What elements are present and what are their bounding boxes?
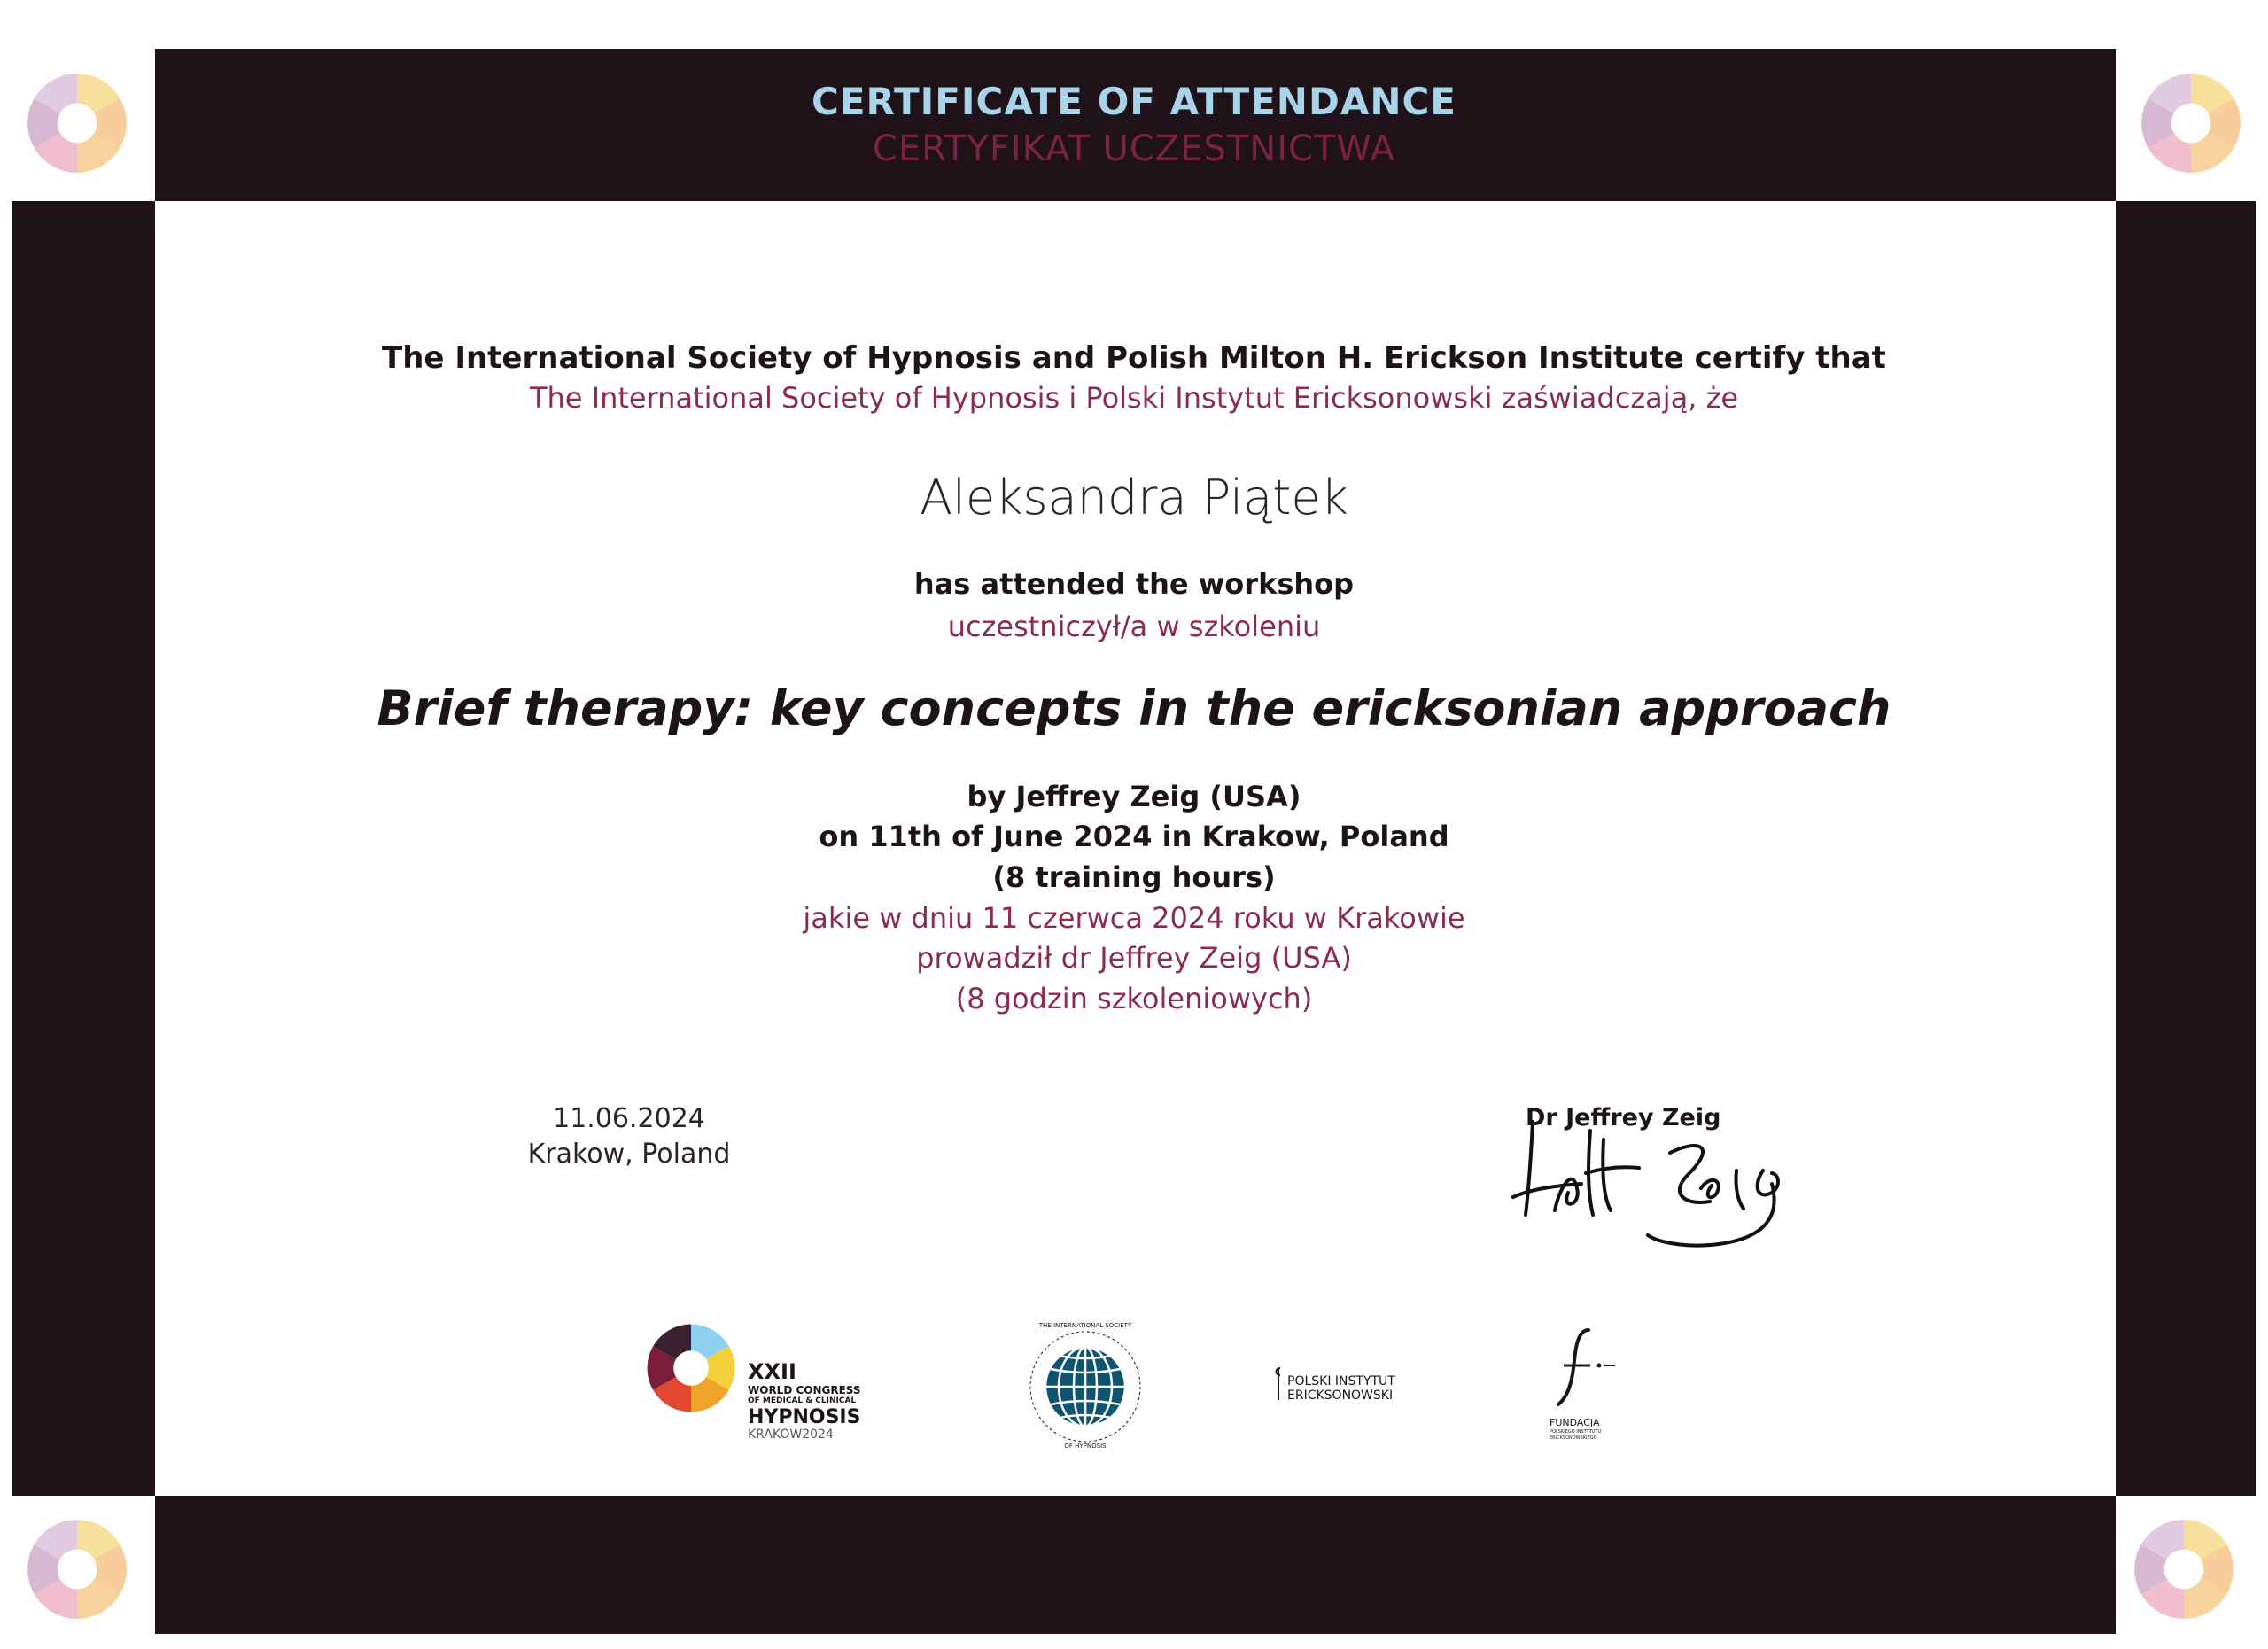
fundacja-f-icon [1546,1325,1626,1413]
issue-block [496,1101,762,1172]
issue-place: Krakow, Poland [527,1139,731,1170]
attended-en: has attended the workshop [913,567,1355,601]
details-en-line: by Jeffrey Zeig (USA) [967,780,1301,813]
bottom-band [155,1496,2116,1634]
issue-date: 11.06.2024 [553,1103,705,1134]
ish-logo [1019,1320,1152,1453]
congress-logo [643,1320,874,1444]
intro-pl: The International Society of Hypnosis i Polski Instytut Ericksonowski zaświadczają, że [529,381,1739,415]
handwritten-signature-icon [1506,1104,1878,1255]
congress-number: XXII [748,1359,796,1384]
congress-flower-icon [643,1320,739,1416]
instytut-line2: ERICKSONOWSKI [1287,1388,1394,1403]
workshop-title: Brief therapy: key concepts in the ericksonian approach [377,681,1891,736]
fundacja-line2: POLSKIEGO INSTYTUTU [1550,1429,1602,1435]
details-en-line: (8 training hours) [992,860,1276,894]
instytut-line1: POLSKI INSTYTUT [1287,1374,1395,1388]
instytut-logo [1271,1365,1431,1409]
congress-line3: HYPNOSIS [748,1406,861,1428]
signatory-name: Dr Jeffrey Zeig [1526,1104,1721,1132]
intro-en: The International Society of Hypnosis and Polish Milton H. Erickson Institute certify that [382,340,1886,376]
flower-logo-icon [2130,1515,2238,1623]
certificate-title-pl: CERTYFIKAT UCZESTNICTWA [872,128,1396,169]
attended-pl: uczestniczył/a w szkoleniu [947,610,1321,643]
signature-block [1506,1104,1878,1255]
globe-icon [1019,1320,1152,1453]
ish-ring-bottom: OF HYPNOSIS [1064,1443,1107,1450]
ish-ring-top: THE INTERNATIONAL SOCIETY [1038,1322,1132,1329]
fundacja-line3: ERICKSONOWSKIEGO [1550,1435,1597,1441]
fundacja-logo [1546,1325,1626,1449]
instytut-mark-icon [1271,1365,1285,1404]
details-pl-line: (8 godzin szkoleniowych) [955,982,1313,1015]
details-en-line: on 11th of June 2024 in Krakow, Poland [819,820,1449,853]
fundacja-line1: FUNDACJA [1550,1417,1600,1428]
recipient-name: Aleksandra Piątek [920,470,1348,525]
certificate-title-en: CERTIFICATE OF ATTENDANCE [812,80,1456,123]
details-pl-line: prowadził dr Jeffrey Zeig (USA) [916,941,1352,975]
top-band [155,49,2116,201]
flower-logo-icon [23,1515,131,1623]
congress-line2: OF MEDICAL & CLINICAL [748,1396,857,1405]
details-pl-line: jakie w dniu 11 czerwca 2024 roku w Krakowie [803,901,1465,935]
congress-line4: KRAKOW2024 [748,1427,834,1442]
congress-line1: WORLD CONGRESS [748,1384,861,1396]
